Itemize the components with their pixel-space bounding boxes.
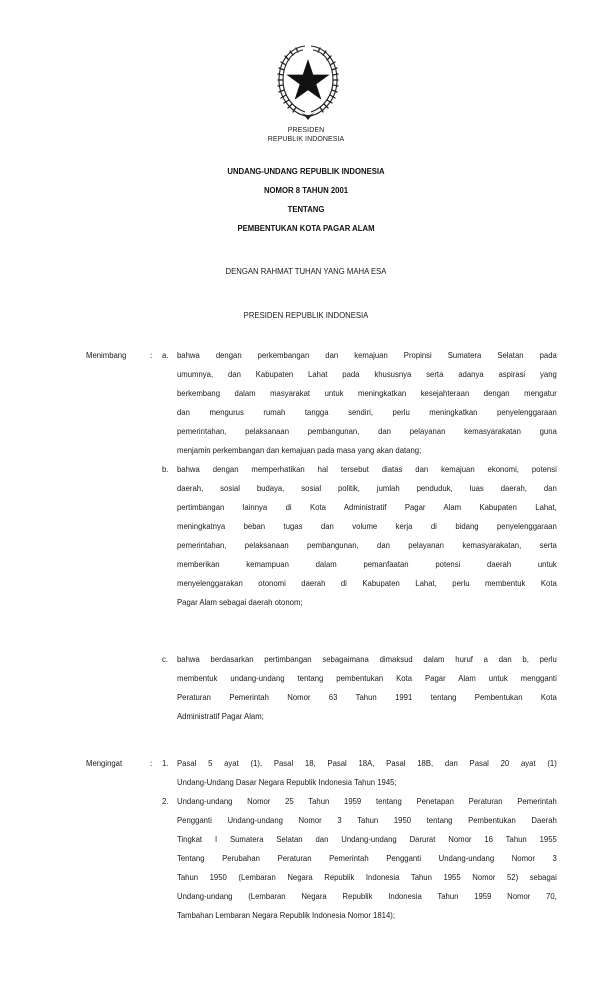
- text-line: menyelenggarakan otonomi daerah di Kabupaten Lahat, perlu membentuk Kota: [177, 578, 557, 588]
- preamble-presiden: PRESIDEN REPUBLIK INDONESIA: [243, 310, 369, 320]
- emblem-caption-presiden: PRESIDEN: [287, 125, 325, 134]
- mengingat-label: Mengingat: [86, 758, 123, 768]
- text-line: Tahun 1950 (Lembaran Negara Republik Indonesia Tahun 1955 Nomor 52) sebagai: [177, 872, 557, 882]
- emblem-caption-republik: REPUBLIK INDONESIA: [267, 134, 345, 143]
- text-line: pemerintahan, pelaksanaan pembangunan, dan pelayanan kemasyarakatan, serta: [177, 540, 557, 550]
- law-title: UNDANG-UNDANG REPUBLIK INDONESIA: [227, 166, 385, 176]
- text-line: Administratif Pagar Alam;: [177, 711, 264, 721]
- text-line: pemerintahan, pelaksanaan pembangunan, dan pelayanan kemasyarakatan guna: [177, 426, 557, 436]
- text-line: Undang-undang Nomor 25 Tahun 1959 tentang Penetapan Peraturan Pemerintah: [177, 796, 557, 806]
- text-line: Peraturan Pemerintah Nomor 63 Tahun 1991 tentang Pembentukan Kota: [177, 692, 557, 702]
- item-marker: c.: [162, 654, 169, 664]
- mengingat-colon: :: [150, 758, 153, 768]
- text-line: membentuk undang-undang tentang pembentukan Kota Pagar Alam untuk mengganti: [177, 673, 557, 683]
- text-line: Undang-Undang Dasar Negara Republik Indonesia Tahun 1945;: [177, 777, 397, 787]
- text-line: pertimbangan lainnya di Kota Administratif Pagar Alam Kabupaten Lahat,: [177, 502, 557, 512]
- text-line: bahwa dengan memperhatikan hal tersebut diatas dan kemajuan ekonomi, potensi: [177, 464, 557, 474]
- menimbang-colon: :: [150, 350, 153, 360]
- text-line: menjamin perkembangan dan kemajuan pada masa yang akan datang;: [177, 445, 422, 455]
- item-marker: a.: [162, 350, 169, 360]
- text-line: Tambahan Lembaran Negara Republik Indonesia Nomor 1814);: [177, 910, 395, 920]
- law-subject: PEMBENTUKAN KOTA PAGAR ALAM: [237, 223, 375, 233]
- item-marker: 2.: [162, 796, 169, 806]
- item-marker: 1.: [162, 758, 169, 768]
- item-marker: b.: [162, 464, 169, 474]
- text-line: Undang-undang (Lembaran Negara Republik Indonesia Tahun 1959 Nomor 70,: [177, 891, 557, 901]
- preamble-rahmat: DENGAN RAHMAT TUHAN YANG MAHA ESA: [225, 266, 387, 276]
- text-line: Pagar Alam sebagai daerah otonom;: [177, 597, 303, 607]
- presidential-emblem-icon: [275, 42, 341, 122]
- menimbang-label: Menimbang: [86, 350, 127, 360]
- text-line: meningkatnya beban tugas dan volume kerja di bidang penyelenggaraan: [177, 521, 557, 531]
- text-line: memberikan kemampuan dalam pemanfaatan potensi daerah untuk: [177, 559, 557, 569]
- text-line: umumnya, dan Kabupaten Lahat pada khususnya serta adanya aspirasi yang: [177, 369, 557, 379]
- text-line: daerah, sosial budaya, sosial politik, jumlah penduduk, luas daerah, dan: [177, 483, 557, 493]
- text-line: bahwa berdasarkan pertimbangan sebagaimana dimaksud dalam huruf a dan b, perlu: [177, 654, 557, 664]
- text-line: berkembang dalam masyarakat untuk meningkatkan kesejahteraan dengan mengatur: [177, 388, 557, 398]
- text-line: Tentang Perubahan Peraturan Pemerintah Pengganti Undang-undang Nomor 3: [177, 853, 557, 863]
- text-line: Pasal 5 ayat (1), Pasal 18, Pasal 18A, Pasal 18B, dan Pasal 20 ayat (1): [177, 758, 557, 768]
- law-tentang: TENTANG: [287, 204, 325, 214]
- text-line: bahwa dengan perkembangan dan kemajuan Propinsi Sumatera Selatan pada: [177, 350, 557, 360]
- text-line: Tingkat I Sumatera Selatan dan Undang-undang Darurat Nomor 16 Tahun 1955: [177, 834, 557, 844]
- text-line: dan mengurus rumah tangga sendiri, perlu meningkatkan penyelenggaraan: [177, 407, 557, 417]
- law-number: NOMOR 8 TAHUN 2001: [263, 185, 349, 195]
- text-line: Pengganti Undang-undang Nomor 3 Tahun 1950 tentang Pembentukan Daerah: [177, 815, 557, 825]
